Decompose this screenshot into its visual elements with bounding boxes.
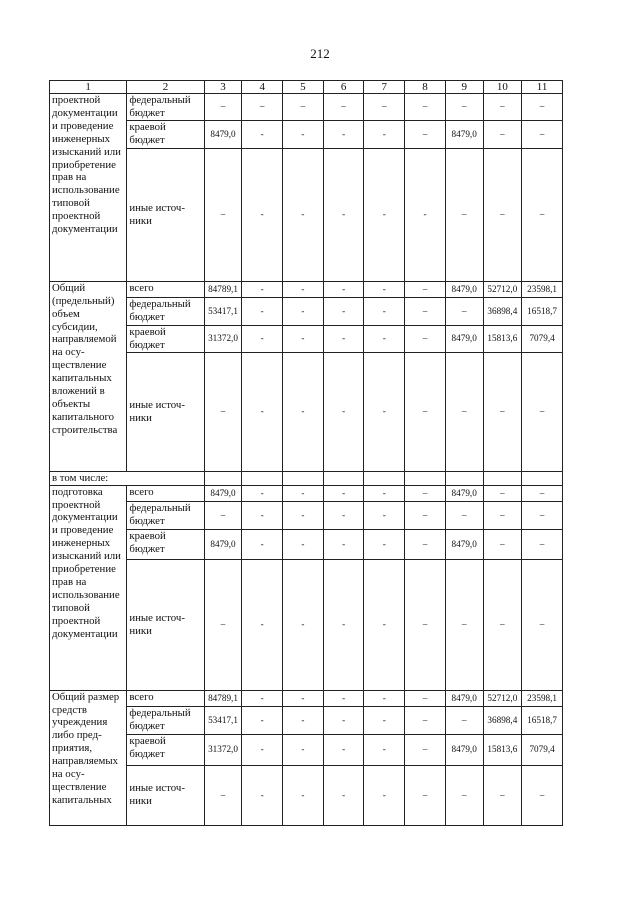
value-cell: -	[242, 501, 283, 529]
table-row	[50, 734, 563, 765]
value-cell: -	[323, 559, 364, 690]
value-cell: -	[283, 501, 324, 529]
row-group-label: проектной документации и проведение инженерных изысканий или приобретение прав на использование типовой проектной документации	[50, 94, 127, 282]
value-cell: –	[445, 706, 483, 734]
value-cell: 15813,6	[483, 325, 522, 352]
value-cell: 8479,0	[445, 529, 483, 559]
value-cell: –	[445, 559, 483, 690]
value-cell: 23598,1	[522, 690, 563, 706]
value-cell: –	[405, 485, 446, 501]
table-row	[50, 529, 563, 559]
table-row	[50, 485, 563, 501]
row-group-label: подготовка проектной документации и проведение инженерных изысканий или приобретение прав на использование типовой проектной документации	[50, 485, 127, 690]
table-row	[50, 765, 563, 825]
value-cell: -	[405, 148, 446, 281]
value-cell: -	[323, 120, 364, 148]
value-cell: -	[283, 281, 324, 297]
budget-table	[49, 80, 563, 826]
value-cell: -	[283, 297, 324, 325]
funding-source: иные источники	[127, 352, 204, 471]
value-cell: -	[283, 352, 324, 471]
value-cell: 23598,1	[522, 281, 563, 297]
value-cell: -	[283, 706, 324, 734]
value-cell: –	[445, 148, 483, 281]
value-cell: -	[242, 706, 283, 734]
value-cell: 84789,1	[204, 690, 242, 706]
value-cell: –	[522, 352, 563, 471]
value-cell: -	[364, 120, 405, 148]
value-cell: -	[283, 734, 324, 765]
value-cell: –	[483, 529, 522, 559]
table-row	[50, 352, 563, 471]
value-cell: 36898,4	[483, 297, 522, 325]
funding-source: иные источники	[127, 148, 204, 281]
table-row	[50, 281, 563, 297]
value-cell: 15813,6	[483, 734, 522, 765]
table-header-row	[50, 81, 563, 94]
empty-cell	[283, 471, 324, 485]
table-row	[50, 706, 563, 734]
value-cell: –	[483, 559, 522, 690]
value-cell: -	[283, 765, 324, 825]
funding-source: федеральный бюджет	[127, 501, 204, 529]
value-cell: –	[522, 559, 563, 690]
funding-source: краевой бюджет	[127, 529, 204, 559]
value-cell: 52712,0	[483, 281, 522, 297]
value-cell: -	[364, 148, 405, 281]
value-cell: 8479,0	[445, 120, 483, 148]
value-cell: –	[204, 765, 242, 825]
funding-source: краевой бюджет	[127, 734, 204, 765]
value-cell: -	[283, 148, 324, 281]
value-cell: -	[323, 734, 364, 765]
value-cell: –	[522, 765, 563, 825]
empty-cell	[323, 471, 364, 485]
value-cell: –	[522, 94, 563, 121]
empty-cell	[405, 471, 446, 485]
value-cell: 52712,0	[483, 690, 522, 706]
value-cell: -	[242, 485, 283, 501]
value-cell: -	[323, 352, 364, 471]
table-row	[50, 690, 563, 706]
value-cell: -	[242, 352, 283, 471]
value-cell: -	[242, 690, 283, 706]
column-number: 11	[522, 81, 563, 94]
value-cell: -	[364, 706, 405, 734]
funding-source: всего	[127, 690, 204, 706]
funding-source: федеральный бюджет	[127, 297, 204, 325]
value-cell: –	[204, 501, 242, 529]
funding-source: краевой бюджет	[127, 120, 204, 148]
row-group-label: Общий размер средств учреждения либо предприятия, направляемых на осуществление капитальных	[50, 690, 127, 825]
column-number: 9	[445, 81, 483, 94]
value-cell: –	[483, 148, 522, 281]
section-label-row	[50, 471, 563, 485]
value-cell: 53417,1	[204, 706, 242, 734]
value-cell: -	[364, 325, 405, 352]
value-cell: -	[323, 325, 364, 352]
value-cell: –	[483, 765, 522, 825]
value-cell: -	[283, 690, 324, 706]
funding-source: всего	[127, 485, 204, 501]
value-cell: –	[522, 148, 563, 281]
value-cell: 8479,0	[204, 485, 242, 501]
value-cell: –	[405, 765, 446, 825]
value-cell: -	[323, 501, 364, 529]
value-cell: –	[364, 94, 405, 121]
value-cell: –	[522, 529, 563, 559]
value-cell: -	[364, 352, 405, 471]
funding-source: иные источники	[127, 765, 204, 825]
empty-cell	[364, 471, 405, 485]
column-number: 2	[127, 81, 204, 94]
section-label: в том числе:	[50, 471, 205, 485]
value-cell: –	[405, 501, 446, 529]
value-cell: –	[405, 559, 446, 690]
empty-cell	[483, 471, 522, 485]
value-cell: –	[204, 559, 242, 690]
value-cell: -	[323, 281, 364, 297]
value-cell: -	[364, 559, 405, 690]
table-row	[50, 120, 563, 148]
value-cell: -	[283, 120, 324, 148]
column-number: 10	[483, 81, 522, 94]
value-cell: –	[283, 94, 324, 121]
value-cell: -	[323, 148, 364, 281]
value-cell: -	[242, 734, 283, 765]
value-cell: -	[364, 281, 405, 297]
column-number: 6	[323, 81, 364, 94]
table-row	[50, 501, 563, 529]
table-row	[50, 297, 563, 325]
value-cell: -	[364, 297, 405, 325]
value-cell: –	[405, 325, 446, 352]
value-cell: -	[242, 529, 283, 559]
value-cell: –	[405, 297, 446, 325]
value-cell: -	[242, 559, 283, 690]
value-cell: 36898,4	[483, 706, 522, 734]
value-cell: -	[364, 501, 405, 529]
table-row	[50, 94, 563, 121]
value-cell: –	[242, 94, 283, 121]
value-cell: –	[405, 734, 446, 765]
value-cell: –	[483, 501, 522, 529]
value-cell: 8479,0	[445, 734, 483, 765]
table-row	[50, 559, 563, 690]
value-cell: –	[483, 352, 522, 471]
value-cell: -	[283, 529, 324, 559]
value-cell: -	[323, 529, 364, 559]
value-cell: –	[522, 485, 563, 501]
funding-source: краевой бюджет	[127, 325, 204, 352]
value-cell: –	[445, 501, 483, 529]
empty-cell	[445, 471, 483, 485]
value-cell: –	[204, 352, 242, 471]
value-cell: -	[364, 734, 405, 765]
funding-source: всего	[127, 281, 204, 297]
value-cell: –	[405, 94, 446, 121]
value-cell: -	[242, 297, 283, 325]
funding-source: иные источники	[127, 559, 204, 690]
value-cell: –	[483, 94, 522, 121]
value-cell: –	[445, 94, 483, 121]
value-cell: 7079,4	[522, 325, 563, 352]
value-cell: 8479,0	[445, 281, 483, 297]
value-cell: -	[283, 325, 324, 352]
value-cell: -	[364, 690, 405, 706]
value-cell: -	[242, 148, 283, 281]
value-cell: -	[283, 485, 324, 501]
value-cell: 8479,0	[445, 325, 483, 352]
value-cell: –	[405, 120, 446, 148]
value-cell: 8479,0	[204, 120, 242, 148]
column-number: 5	[283, 81, 324, 94]
table-row	[50, 325, 563, 352]
value-cell: -	[364, 765, 405, 825]
value-cell: –	[483, 120, 522, 148]
value-cell: –	[405, 690, 446, 706]
row-group-label: Общий (предельный) объем субсидии, направляемой на осуществление капитальных вложений в объекты капитального строительства	[50, 281, 127, 471]
value-cell: 8479,0	[445, 485, 483, 501]
value-cell: –	[522, 120, 563, 148]
funding-source: федеральный бюджет	[127, 706, 204, 734]
value-cell: –	[405, 352, 446, 471]
value-cell: -	[323, 485, 364, 501]
value-cell: 16518,7	[522, 297, 563, 325]
value-cell: -	[364, 485, 405, 501]
value-cell: -	[283, 559, 324, 690]
value-cell: –	[445, 297, 483, 325]
value-cell: 31372,0	[204, 325, 242, 352]
value-cell: –	[405, 529, 446, 559]
value-cell: –	[522, 501, 563, 529]
funding-source: федеральный бюджет	[127, 94, 204, 121]
value-cell: 53417,1	[204, 297, 242, 325]
value-cell: –	[204, 148, 242, 281]
empty-cell	[242, 471, 283, 485]
value-cell: -	[323, 706, 364, 734]
value-cell: -	[242, 325, 283, 352]
value-cell: 8479,0	[204, 529, 242, 559]
value-cell: 84789,1	[204, 281, 242, 297]
value-cell: –	[405, 706, 446, 734]
value-cell: 31372,0	[204, 734, 242, 765]
column-number: 1	[50, 81, 127, 94]
column-number: 7	[364, 81, 405, 94]
value-cell: -	[323, 297, 364, 325]
value-cell: –	[483, 485, 522, 501]
value-cell: -	[242, 281, 283, 297]
value-cell: –	[204, 94, 242, 121]
value-cell: 8479,0	[445, 690, 483, 706]
value-cell: –	[445, 765, 483, 825]
value-cell: -	[242, 765, 283, 825]
empty-cell	[522, 471, 563, 485]
column-number: 3	[204, 81, 242, 94]
value-cell: –	[323, 94, 364, 121]
value-cell: -	[323, 765, 364, 825]
empty-cell	[204, 471, 242, 485]
value-cell: –	[445, 352, 483, 471]
value-cell: –	[405, 281, 446, 297]
value-cell: -	[242, 120, 283, 148]
value-cell: 7079,4	[522, 734, 563, 765]
value-cell: 16518,7	[522, 706, 563, 734]
page-number: 212	[310, 46, 330, 61]
table-row	[50, 148, 563, 281]
value-cell: -	[364, 529, 405, 559]
column-number: 4	[242, 81, 283, 94]
value-cell: -	[323, 690, 364, 706]
column-number: 8	[405, 81, 446, 94]
